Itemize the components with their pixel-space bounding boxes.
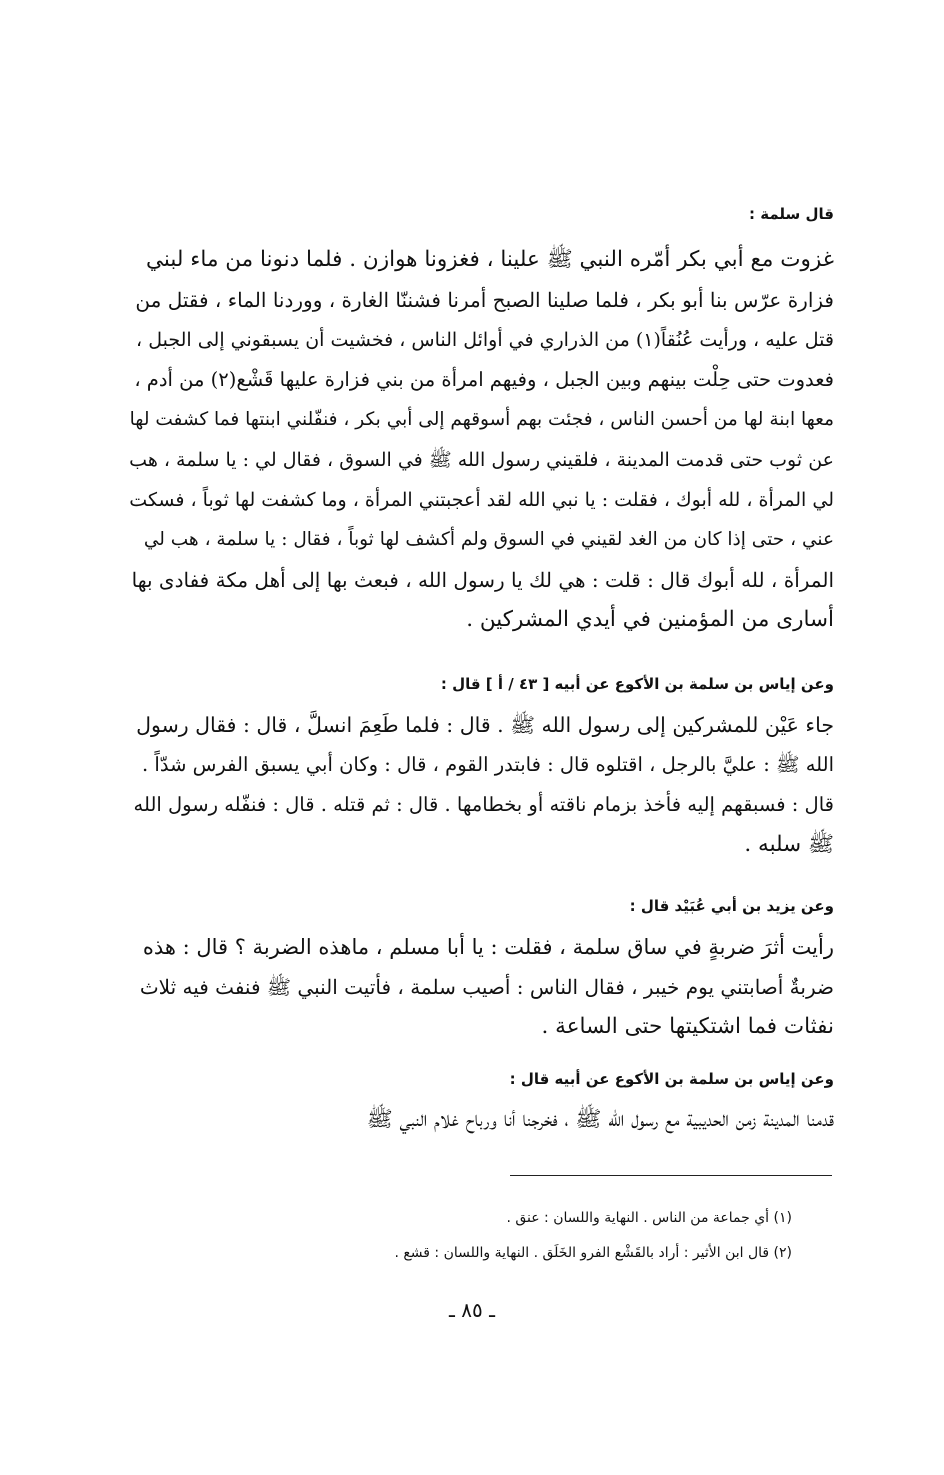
footnote-2: (٢) قال ابن الأثير : أراد بالقَشْع الفرو الخَلَق . النهاية واللسان : قشع .: [394, 1245, 792, 1261]
paragraph-4: [128, 1100, 834, 1140]
page-number: ـ ٨٥ ـ: [449, 1298, 495, 1322]
text-line: معها ابنة لها من أحسن الناس ، فجئت بهم أسوقهم إلى أبي بكر ، فنفّلني ابنتها فما كشفت لها: [129, 409, 834, 430]
paragraph-3: [128, 927, 834, 1047]
text-line: لي المرأة ، لله أبوك ، فقلت : يا نبي الله لقد أعجبتني المرأة ، وما كشفت لها ثوباً ، فسكت: [129, 489, 834, 511]
section-heading-2: وعن إياس بن سلمة بن الأكوع عن أبيه [ ٤٣ / أ ] قال :: [440, 675, 834, 693]
footnote-separator: [510, 1175, 832, 1176]
text-line: جاء عَيْن للمشركين إلى رسول الله ﷺ . قال : فلما طَعِمَ انسلَّ ، قال : فقال رسول: [136, 713, 834, 737]
section-heading-3: وعن يزيد بن أبي عُبَيْد قال :: [629, 897, 834, 915]
text-line: ضربةٌ أصابتني يوم خيبر ، فقال الناس : أصيب سلمة ، فأتيت النبي ﷺ فنفث فيه ثلاث: [139, 975, 834, 999]
text-line: أسارى من المؤمنين في أيدي المشركين .: [466, 607, 834, 632]
text-line: فعدوت حتى حِلْت بينهم وبين الجبل ، وفيهم امرأة من بني فزارة عليها قَشْع(٢) من أدم ،: [134, 368, 834, 391]
text-line: فزارة عرّس بنا أبو بكر ، فلما صلينا الصبح أمرنا فشننّا الغارة ، ووردنا الماء ، فقتل من: [135, 288, 834, 312]
text-line: ﷺ سلبه .: [744, 832, 834, 857]
text-line: المرأة ، لله أبوك قال : قلت : هي لك يا رسول الله ، فبعث بها إلى أهل مكة ففادى بها: [131, 568, 834, 592]
text-line: عن ثوب حتى قدمت المدينة ، فلقيني رسول الله ﷺ في السوق ، فقال لي : يا سلمة ، هب: [129, 449, 834, 471]
text-line: الله ﷺ : عليَّ بالرجل ، اقتلوه قال : فابتدر القوم ، قال : وكان أبي يسبق الفرس شدّاً .: [142, 753, 834, 776]
text-line: قال : فسبقهم إليه فأخذ بزمام ناقته أو بخطامها . قال : ثم قتله . قال : فنفّله رسول الله: [133, 793, 834, 816]
section-heading-4: وعن إياس بن سلمة بن الأكوع عن أبيه قال :: [509, 1070, 834, 1088]
footnote-1: (١) أي جماعة من الناس . النهاية واللسان : عنق .: [506, 1210, 792, 1226]
text-line: قدمنا المدينة زمن الحديبية مع رسول الله ﷺ ، فخرجنا أنا ورباح غلام النبي ﷺ: [366, 1107, 834, 1132]
text-line: قتل عليه ، ورأيت عُنُقاً(١) من الذراري في أوائل الناس ، فخشيت أن يسبقوني إلى الجبل ،: [136, 329, 834, 351]
paragraph-1: [128, 240, 834, 640]
text-line: نفثات فما اشتكيتها حتى الساعة .: [541, 1014, 834, 1039]
text-line: غزوت مع أبي بكر أمّره النبي ﷺ علينا ، فغزونا هوازن . فلما دنونا من ماء لبني: [146, 247, 834, 272]
text-line: رأيت أثرَ ضربةٍ في ساق سلمة ، فقلت : يا أبا مسلم ، ماهذه الضربة ؟ قال : هذه: [142, 935, 834, 959]
section-heading-1: قال سلمة :: [749, 205, 834, 223]
paragraph-2: [128, 705, 834, 865]
text-line: عني ، حتى إذا كان من الغد لقيني في السوق ولم أكشف لها ثوباً ، فقال : يا سلمة ، هب لي: [143, 529, 834, 550]
